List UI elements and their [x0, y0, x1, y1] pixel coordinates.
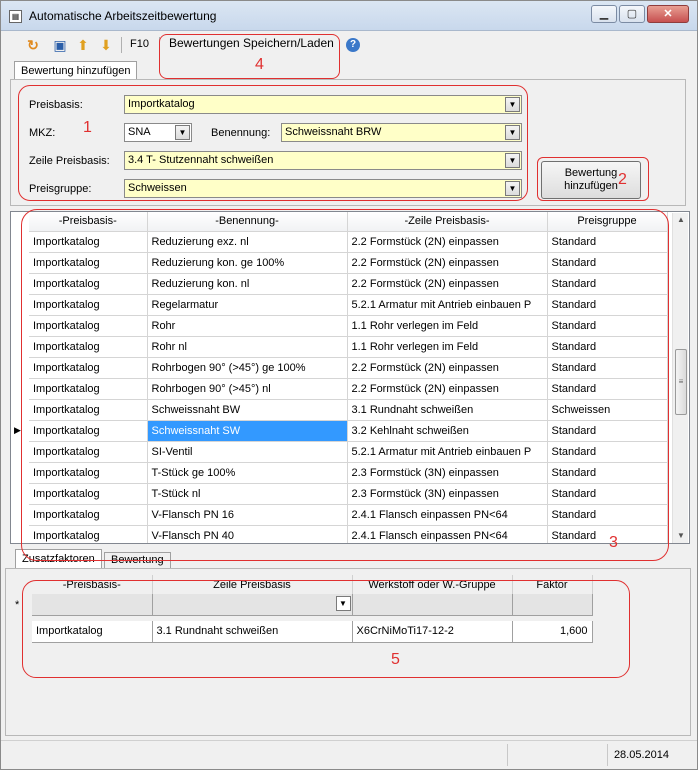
column-header[interactable]: Zeile Preisbasis [152, 575, 352, 594]
column-header[interactable]: -Benennung- [147, 212, 347, 231]
table-cell[interactable]: Importkatalog [29, 483, 147, 504]
tab-bewertung[interactable]: Bewertung [104, 552, 171, 568]
current-row-indicator-icon: ▶ [14, 425, 21, 435]
table-cell[interactable]: 1.1 Rohr verlegen im Feld [347, 336, 547, 357]
table-cell[interactable]: Importkatalog [29, 336, 147, 357]
chevron-down-icon[interactable]: ▼ [505, 125, 520, 140]
table-row[interactable] [29, 357, 667, 378]
table-row[interactable] [29, 483, 667, 504]
table-row[interactable] [29, 441, 667, 462]
status-date: 28.05.2014 [613, 749, 669, 761]
zeile-value: 3.4 T- Stutzennaht schweißen [128, 154, 274, 166]
table-cell[interactable]: 3.2 Kehlnaht schweißen [347, 420, 547, 441]
table-cell[interactable]: Reduzierung kon. ge 100% [147, 252, 347, 273]
annotation-label-2: 2 [618, 171, 627, 188]
mkz-label: MKZ: [29, 127, 56, 139]
benennung-label: Benennung: [211, 127, 271, 139]
table-cell[interactable]: 2.2 Formstück (2N) einpassen [347, 231, 547, 252]
table-cell[interactable]: Standard [547, 336, 667, 357]
table-cell[interactable]: Standard [547, 294, 667, 315]
column-header[interactable]: -Preisbasis- [32, 575, 152, 594]
scroll-down-icon[interactable]: ▼ [677, 531, 685, 540]
table-cell[interactable]: Importkatalog [29, 357, 147, 378]
column-header[interactable]: Preisgruppe [547, 212, 667, 231]
close-button[interactable] [647, 5, 689, 23]
table-row[interactable] [29, 336, 667, 357]
table-row[interactable] [29, 504, 667, 525]
close-icon: ✕ [663, 8, 673, 20]
table-row[interactable] [29, 294, 667, 315]
arrow-up-icon[interactable]: ⬆ [77, 37, 89, 53]
new-row-marker: * [13, 594, 32, 615]
table-cell[interactable]: Standard [547, 378, 667, 399]
table-cell[interactable]: Standard [547, 315, 667, 336]
table-cell[interactable]: 1.1 Rohr verlegen im Feld [347, 315, 547, 336]
maximize-button[interactable] [619, 5, 645, 23]
table-cell[interactable]: Importkatalog [29, 462, 147, 483]
mkz-select[interactable] [124, 123, 192, 142]
table-cell[interactable]: Rohrbogen 90° (>45°) ge 100% [147, 357, 347, 378]
new-cell[interactable] [32, 594, 152, 615]
column-header[interactable]: -Preisbasis- [29, 212, 147, 231]
save-load-button[interactable]: Bewertungen Speichern/Laden [169, 36, 334, 50]
tab-zusatzfaktoren[interactable]: Zusatzfaktoren [15, 549, 102, 568]
window-title: Automatische Arbeitszeitbewertung [29, 9, 217, 23]
table-cell[interactable]: X6CrNiMoTi17-12-2 [352, 621, 512, 642]
tab-bewertung-hinzufuegen[interactable]: Bewertung hinzufügen [14, 61, 137, 80]
table-cell[interactable]: Rohr [147, 315, 347, 336]
new-cell[interactable] [352, 594, 512, 615]
refresh-icon[interactable]: ↻ [27, 37, 39, 53]
table-cell[interactable]: Importkatalog [29, 273, 147, 294]
preisgruppe-select[interactable] [124, 179, 522, 198]
ratings-grid[interactable] [10, 211, 690, 544]
table-cell[interactable]: Rohr nl [147, 336, 347, 357]
table-row[interactable] [29, 378, 667, 399]
table-cell[interactable]: Reduzierung kon. nl [147, 273, 347, 294]
table-cell[interactable]: T-Stück ge 100% [147, 462, 347, 483]
table-row[interactable] [29, 273, 667, 294]
table-cell[interactable]: 2.2 Formstück (2N) einpassen [347, 378, 547, 399]
table-cell[interactable]: 2.2 Formstück (2N) einpassen [347, 252, 547, 273]
table-row[interactable] [29, 420, 667, 441]
minimize-button[interactable] [591, 5, 617, 23]
table-row[interactable] [29, 525, 667, 544]
f10-button[interactable]: F10 [130, 38, 149, 50]
preisgruppe-value: Schweissen [128, 182, 187, 194]
new-cell-combo[interactable] [152, 594, 352, 615]
table-cell[interactable]: Standard [547, 441, 667, 462]
scroll-up-icon[interactable]: ▲ [677, 215, 685, 224]
table-cell[interactable]: Reduzierung exz. nl [147, 231, 347, 252]
table-cell[interactable]: 2.4.1 Flansch einpassen PN<64 [347, 525, 547, 544]
mkz-value: SNA [128, 126, 151, 138]
table-cell[interactable]: Importkatalog [29, 294, 147, 315]
table-cell[interactable]: Importkatalog [29, 441, 147, 462]
zeile-label: Zeile Preisbasis: [29, 155, 110, 167]
toolbar-separator [159, 37, 160, 53]
table-cell[interactable]: 2.3 Formstück (3N) einpassen [347, 483, 547, 504]
new-row[interactable] [13, 594, 592, 615]
chevron-down-icon[interactable]: ▼ [505, 153, 520, 168]
title-bar [1, 1, 697, 31]
zeile-select[interactable] [124, 151, 522, 170]
table-cell[interactable]: Standard [547, 273, 667, 294]
table-row[interactable] [29, 399, 667, 420]
chevron-down-icon[interactable]: ▼ [505, 97, 520, 112]
vertical-scrollbar[interactable] [672, 213, 688, 543]
annotation-label-3: 3 [609, 534, 618, 551]
help-icon[interactable]: ? [346, 38, 360, 52]
preisgruppe-label: Preisgruppe: [29, 183, 92, 195]
table-cell[interactable]: T-Stück nl [147, 483, 347, 504]
table-cell[interactable]: Schweissnaht SW [147, 420, 347, 441]
table-cell[interactable]: Rohrbogen 90° (>45°) nl [147, 378, 347, 399]
chevron-down-icon[interactable]: ▼ [175, 125, 190, 140]
preisbasis-label: Preisbasis: [29, 99, 83, 111]
table-cell[interactable]: Schweissen [547, 399, 667, 420]
table-cell[interactable]: Importkatalog [29, 231, 147, 252]
table-cell[interactable]: 5.2.1 Armatur mit Antrieb einbauen P [347, 441, 547, 462]
add-rating-label-1: Bewertung [564, 167, 618, 179]
table-row[interactable] [13, 621, 592, 642]
table-cell[interactable]: Standard [547, 525, 667, 544]
table-cell[interactable]: 2.2 Formstück (2N) einpassen [347, 273, 547, 294]
table-cell[interactable]: Standard [547, 357, 667, 378]
table-cell[interactable]: Importkatalog [29, 420, 147, 441]
table-cell[interactable]: Standard [547, 420, 667, 441]
table-cell[interactable]: V-Flansch PN 16 [147, 504, 347, 525]
table-cell[interactable]: 3.1 Rundnaht schweißen [152, 621, 352, 642]
toolbar-separator [121, 37, 122, 53]
annotation-label-4: 4 [255, 56, 264, 73]
table-cell[interactable]: Standard [547, 504, 667, 525]
preisbasis-value: Importkatalog [128, 98, 195, 110]
table-cell[interactable]: 2.3 Formstück (3N) einpassen [347, 462, 547, 483]
app-icon: ▦ [9, 10, 22, 23]
arrow-down-icon[interactable]: ⬇ [100, 37, 112, 53]
table-cell[interactable]: SI-Ventil [147, 441, 347, 462]
table-cell[interactable]: Standard [547, 252, 667, 273]
table-cell[interactable]: 2.4.1 Flansch einpassen PN<64 [347, 504, 547, 525]
table-cell[interactable]: Importkatalog [29, 315, 147, 336]
table-cell[interactable]: Importkatalog [29, 252, 147, 273]
table-cell[interactable]: 3.1 Rundnaht schweißen [347, 399, 547, 420]
new-cell[interactable] [512, 594, 592, 615]
status-bar [1, 740, 697, 769]
factors-grid[interactable] [13, 575, 593, 643]
table-cell[interactable]: Standard [547, 483, 667, 504]
preisbasis-select[interactable] [124, 95, 522, 114]
table-cell[interactable]: Importkatalog [29, 378, 147, 399]
table-cell[interactable]: V-Flansch PN 40 [147, 525, 347, 544]
table-cell[interactable]: Schweissnaht BW [147, 399, 347, 420]
table-cell[interactable]: Standard [547, 231, 667, 252]
table-row[interactable] [29, 315, 667, 336]
save-icon[interactable]: ▣ [53, 37, 67, 53]
toolbar [5, 33, 695, 57]
table-cell[interactable]: 2.2 Formstück (2N) einpassen [347, 357, 547, 378]
table-cell[interactable]: 5.2.1 Armatur mit Antrieb einbauen P [347, 294, 547, 315]
column-header[interactable]: Werkstoff oder W.-Gruppe [352, 575, 512, 594]
table-cell[interactable]: Regelarmatur [147, 294, 347, 315]
table-row[interactable] [29, 462, 667, 483]
table-row[interactable] [29, 252, 667, 273]
maximize-icon: ▢ [626, 8, 638, 20]
minimize-icon: ▁ [599, 8, 609, 20]
table-cell[interactable]: 1,600 [512, 621, 592, 642]
table-cell[interactable]: Importkatalog [29, 504, 147, 525]
table-cell[interactable]: Importkatalog [29, 399, 147, 420]
column-header[interactable]: -Zeile Preisbasis- [347, 212, 547, 231]
column-header[interactable]: Faktor [512, 575, 592, 594]
chevron-down-icon[interactable]: ▼ [505, 181, 520, 196]
scroll-thumb[interactable]: ≡ [675, 349, 687, 415]
annotation-label-1: 1 [83, 119, 92, 136]
table-cell[interactable]: Importkatalog [29, 525, 147, 544]
benennung-value: Schweissnaht BRW [285, 126, 382, 138]
annotation-label-5: 5 [391, 651, 400, 668]
add-rating-label-2: hinzufügen [564, 180, 618, 192]
benennung-select[interactable] [281, 123, 522, 142]
chevron-down-icon[interactable]: ▼ [336, 596, 351, 611]
table-cell[interactable]: Importkatalog [32, 621, 152, 642]
table-cell[interactable]: Standard [547, 462, 667, 483]
table-row[interactable] [29, 231, 667, 252]
